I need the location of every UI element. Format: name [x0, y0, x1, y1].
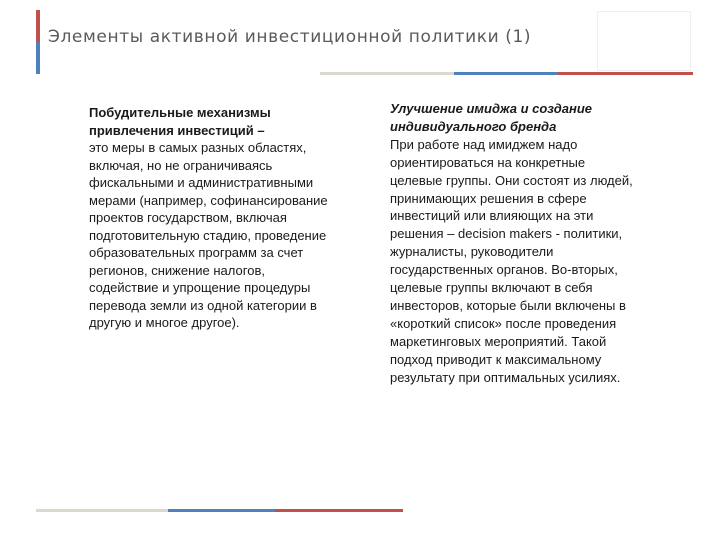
- bottom-rule-red: [275, 509, 403, 512]
- top-rule-red: [558, 72, 693, 75]
- left-column: [89, 104, 334, 332]
- corner-box: [597, 11, 691, 71]
- bottom-rule-gray: [36, 509, 168, 512]
- right-column-body: При работе над имиджем надо ориентироваться на конкретные целевые группы. Они состоят из людей, принимающих решения в сфере инвестиций или влияющих на эти решения – decision makers - политики, журналисты, руководители государственных органов. Во-вторых, целевые группы включают в себя инвесторов, которые были включены в «короткий список» после проведения маркетинговых мероприятий. Такой подход приводит к максимальному результату при оптимальных усилиях.: [390, 136, 633, 385]
- left-column-body: это меры в самых разных областях, включая, но не ограничиваясь фискальными и административными мерами (например, софинансирование проектов государством, включая подготовительную стадию, проведение образовательных программ за счет регионов, снижение налогов, содействие и упрощение процедуры перевода земли из одной категории в другую и многое другое).: [89, 140, 328, 330]
- right-column: [390, 100, 635, 387]
- top-rule-blue: [454, 72, 558, 75]
- left-column-heading: Побудительные механизмы привлечения инвестиций –: [89, 105, 271, 138]
- title-accent-blue: [36, 42, 40, 74]
- bottom-rule-blue: [168, 509, 275, 512]
- slide-title: Элементы активной инвестиционной политики (1): [48, 27, 532, 47]
- top-rule-gray: [320, 72, 454, 75]
- title-accent-red: [36, 10, 40, 42]
- right-column-heading: Улучшение имиджа и создание индивидуального бренда: [390, 101, 593, 134]
